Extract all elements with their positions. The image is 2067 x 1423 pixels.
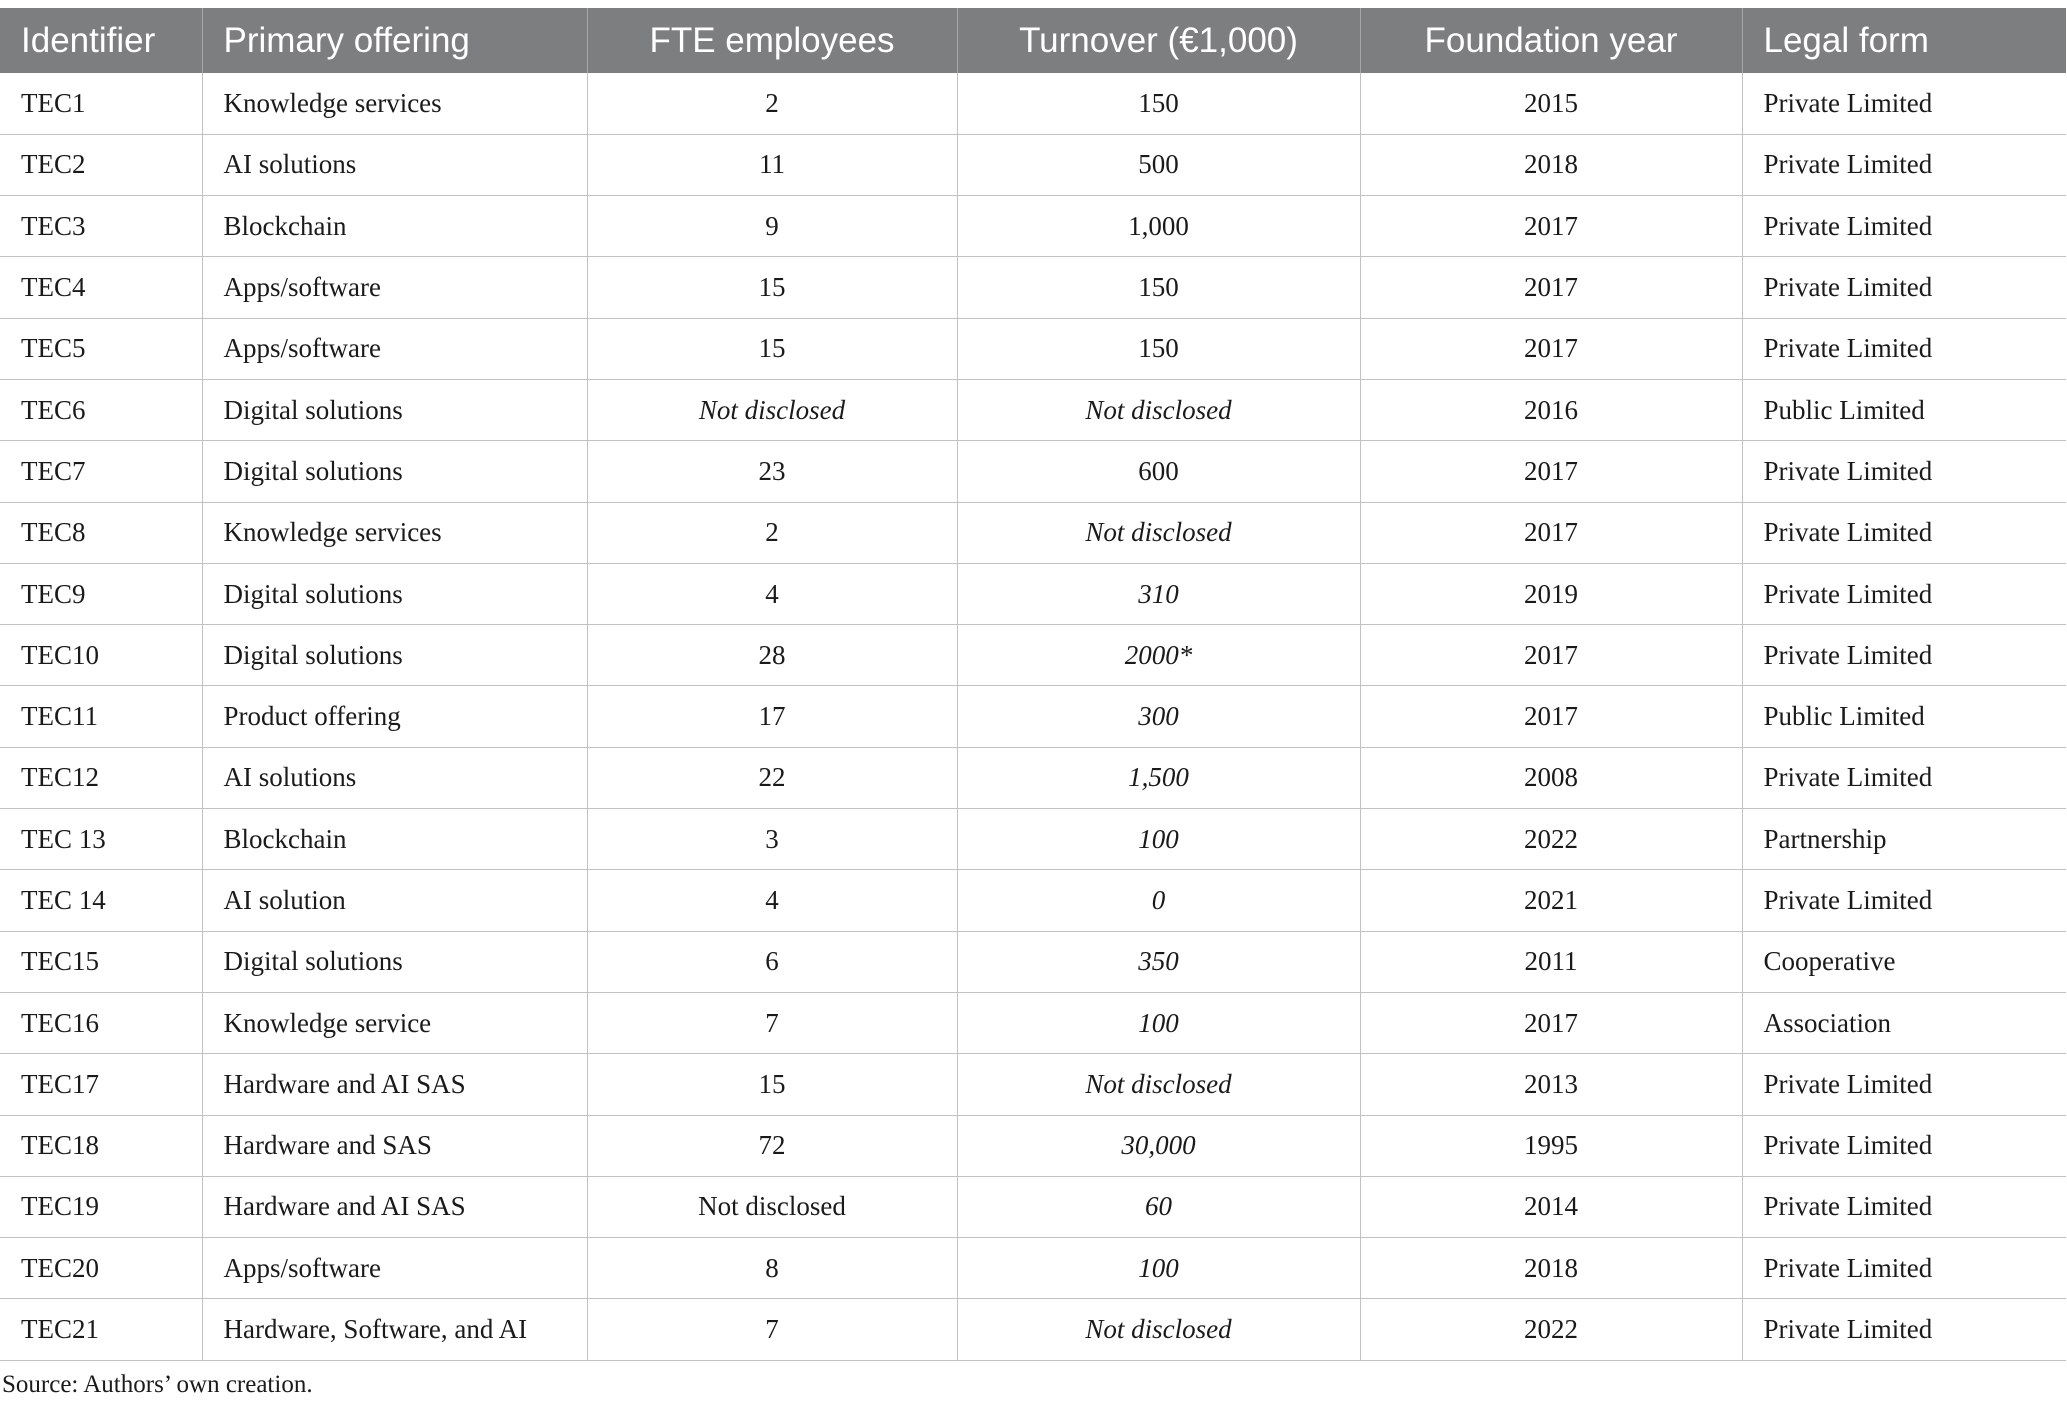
cell-legal-form: Public Limited bbox=[1742, 379, 2066, 440]
cell-primary-offering: Knowledge services bbox=[202, 502, 587, 563]
table-row bbox=[0, 502, 2066, 563]
cell-fte-employees: Not disclosed bbox=[587, 379, 957, 440]
cell-primary-offering: Hardware and AI SAS bbox=[202, 1176, 587, 1237]
cell-foundation-year: 2017 bbox=[1360, 318, 1742, 379]
cell-turnover: Not disclosed bbox=[957, 1299, 1360, 1360]
header-turnover: Turnover (€1,000) bbox=[957, 8, 1360, 73]
cell-turnover: Not disclosed bbox=[957, 502, 1360, 563]
cell-foundation-year: 2015 bbox=[1360, 73, 1742, 134]
cell-fte-employees: 8 bbox=[587, 1238, 957, 1299]
cell-fte-employees: 2 bbox=[587, 502, 957, 563]
cell-identifier: TEC18 bbox=[0, 1115, 202, 1176]
cell-foundation-year: 2016 bbox=[1360, 379, 1742, 440]
cell-fte-employees: 28 bbox=[587, 625, 957, 686]
cell-foundation-year: 2011 bbox=[1360, 931, 1742, 992]
cell-foundation-year: 2017 bbox=[1360, 441, 1742, 502]
table-row bbox=[0, 1238, 2066, 1299]
cell-primary-offering: Product offering bbox=[202, 686, 587, 747]
cell-fte-employees: 15 bbox=[587, 1054, 957, 1115]
cell-identifier: TEC15 bbox=[0, 931, 202, 992]
header-foundation-year: Foundation year bbox=[1360, 8, 1742, 73]
cell-identifier: TEC 13 bbox=[0, 809, 202, 870]
cell-fte-employees: 2 bbox=[587, 73, 957, 134]
cell-turnover: 150 bbox=[957, 73, 1360, 134]
cell-turnover: 100 bbox=[957, 1238, 1360, 1299]
cell-identifier: TEC10 bbox=[0, 625, 202, 686]
table-row bbox=[0, 441, 2066, 502]
cell-foundation-year: 2017 bbox=[1360, 686, 1742, 747]
table-row bbox=[0, 1299, 2066, 1360]
table-row bbox=[0, 563, 2066, 624]
table-row bbox=[0, 134, 2066, 195]
table-row bbox=[0, 809, 2066, 870]
cell-primary-offering: Apps/software bbox=[202, 1238, 587, 1299]
cell-foundation-year: 2019 bbox=[1360, 563, 1742, 624]
cell-foundation-year: 2018 bbox=[1360, 1238, 1742, 1299]
table-row bbox=[0, 73, 2066, 134]
cell-foundation-year: 2018 bbox=[1360, 134, 1742, 195]
cell-legal-form: Private Limited bbox=[1742, 1054, 2066, 1115]
cell-fte-employees: 4 bbox=[587, 870, 957, 931]
cell-foundation-year: 2017 bbox=[1360, 992, 1742, 1053]
cell-primary-offering: AI solution bbox=[202, 870, 587, 931]
cell-legal-form: Private Limited bbox=[1742, 134, 2066, 195]
cell-foundation-year: 2021 bbox=[1360, 870, 1742, 931]
table-row bbox=[0, 625, 2066, 686]
cell-turnover: 600 bbox=[957, 441, 1360, 502]
cell-fte-employees: 4 bbox=[587, 563, 957, 624]
cell-identifier: TEC19 bbox=[0, 1176, 202, 1237]
cell-fte-employees: 15 bbox=[587, 257, 957, 318]
cell-fte-employees: 3 bbox=[587, 809, 957, 870]
cell-turnover: 1,000 bbox=[957, 196, 1360, 257]
cell-primary-offering: Knowledge services bbox=[202, 73, 587, 134]
cell-turnover: 0 bbox=[957, 870, 1360, 931]
cell-turnover: 1,500 bbox=[957, 747, 1360, 808]
table-row bbox=[0, 318, 2066, 379]
cell-legal-form: Private Limited bbox=[1742, 747, 2066, 808]
cell-fte-employees: 11 bbox=[587, 134, 957, 195]
cell-identifier: TEC2 bbox=[0, 134, 202, 195]
cell-legal-form: Public Limited bbox=[1742, 686, 2066, 747]
cell-legal-form: Cooperative bbox=[1742, 931, 2066, 992]
cell-fte-employees: 22 bbox=[587, 747, 957, 808]
cell-primary-offering: AI solutions bbox=[202, 747, 587, 808]
header-identifier: Identifier bbox=[0, 8, 202, 73]
cell-foundation-year: 2022 bbox=[1360, 1299, 1742, 1360]
cell-legal-form: Partnership bbox=[1742, 809, 2066, 870]
cell-primary-offering: AI solutions bbox=[202, 134, 587, 195]
cell-identifier: TEC7 bbox=[0, 441, 202, 502]
company-table bbox=[0, 8, 2066, 1361]
cell-primary-offering: Blockchain bbox=[202, 196, 587, 257]
cell-foundation-year: 2013 bbox=[1360, 1054, 1742, 1115]
cell-turnover: 310 bbox=[957, 563, 1360, 624]
cell-primary-offering: Apps/software bbox=[202, 318, 587, 379]
cell-turnover: 100 bbox=[957, 992, 1360, 1053]
cell-foundation-year: 2017 bbox=[1360, 625, 1742, 686]
cell-turnover: 60 bbox=[957, 1176, 1360, 1237]
table-row bbox=[0, 257, 2066, 318]
table-body bbox=[0, 73, 2066, 1360]
cell-turnover: 30,000 bbox=[957, 1115, 1360, 1176]
cell-legal-form: Private Limited bbox=[1742, 1238, 2066, 1299]
cell-legal-form: Private Limited bbox=[1742, 196, 2066, 257]
cell-identifier: TEC17 bbox=[0, 1054, 202, 1115]
cell-turnover: 150 bbox=[957, 318, 1360, 379]
cell-turnover: 500 bbox=[957, 134, 1360, 195]
cell-legal-form: Private Limited bbox=[1742, 73, 2066, 134]
cell-foundation-year: 2022 bbox=[1360, 809, 1742, 870]
cell-primary-offering: Digital solutions bbox=[202, 931, 587, 992]
cell-identifier: TEC11 bbox=[0, 686, 202, 747]
table-row bbox=[0, 747, 2066, 808]
cell-identifier: TEC5 bbox=[0, 318, 202, 379]
cell-primary-offering: Digital solutions bbox=[202, 379, 587, 440]
cell-identifier: TEC20 bbox=[0, 1238, 202, 1299]
header-fte-employees: FTE employees bbox=[587, 8, 957, 73]
cell-fte-employees: 6 bbox=[587, 931, 957, 992]
cell-legal-form: Private Limited bbox=[1742, 1176, 2066, 1237]
table-row bbox=[0, 1054, 2066, 1115]
cell-identifier: TEC16 bbox=[0, 992, 202, 1053]
cell-identifier: TEC12 bbox=[0, 747, 202, 808]
cell-primary-offering: Digital solutions bbox=[202, 563, 587, 624]
cell-fte-employees: 9 bbox=[587, 196, 957, 257]
cell-legal-form: Private Limited bbox=[1742, 318, 2066, 379]
table-row bbox=[0, 992, 2066, 1053]
cell-legal-form: Private Limited bbox=[1742, 502, 2066, 563]
cell-turnover: 2000* bbox=[957, 625, 1360, 686]
cell-legal-form: Private Limited bbox=[1742, 625, 2066, 686]
cell-fte-employees: Not disclosed bbox=[587, 1176, 957, 1237]
cell-legal-form: Association bbox=[1742, 992, 2066, 1053]
source-note: Source: Authors’ own creation. bbox=[2, 1370, 313, 1398]
cell-foundation-year: 2008 bbox=[1360, 747, 1742, 808]
cell-primary-offering: Hardware, Software, and AI bbox=[202, 1299, 587, 1360]
cell-identifier: TEC21 bbox=[0, 1299, 202, 1360]
cell-turnover: 350 bbox=[957, 931, 1360, 992]
cell-legal-form: Private Limited bbox=[1742, 1115, 2066, 1176]
cell-foundation-year: 2017 bbox=[1360, 257, 1742, 318]
table-row bbox=[0, 1176, 2066, 1237]
cell-legal-form: Private Limited bbox=[1742, 441, 2066, 502]
cell-legal-form: Private Limited bbox=[1742, 563, 2066, 624]
cell-fte-employees: 15 bbox=[587, 318, 957, 379]
table-row bbox=[0, 870, 2066, 931]
cell-foundation-year: 2017 bbox=[1360, 502, 1742, 563]
cell-turnover: 300 bbox=[957, 686, 1360, 747]
cell-legal-form: Private Limited bbox=[1742, 257, 2066, 318]
table-row bbox=[0, 1115, 2066, 1176]
table-row bbox=[0, 196, 2066, 257]
cell-identifier: TEC4 bbox=[0, 257, 202, 318]
table-row bbox=[0, 931, 2066, 992]
cell-identifier: TEC3 bbox=[0, 196, 202, 257]
cell-identifier: TEC1 bbox=[0, 73, 202, 134]
header-legal-form: Legal form bbox=[1742, 8, 2066, 73]
cell-identifier: TEC9 bbox=[0, 563, 202, 624]
cell-primary-offering: Blockchain bbox=[202, 809, 587, 870]
table-row bbox=[0, 379, 2066, 440]
cell-turnover: 100 bbox=[957, 809, 1360, 870]
cell-identifier: TEC6 bbox=[0, 379, 202, 440]
cell-legal-form: Private Limited bbox=[1742, 1299, 2066, 1360]
header-row bbox=[0, 8, 2066, 73]
cell-primary-offering: Digital solutions bbox=[202, 441, 587, 502]
cell-fte-employees: 72 bbox=[587, 1115, 957, 1176]
cell-foundation-year: 2014 bbox=[1360, 1176, 1742, 1237]
cell-legal-form: Private Limited bbox=[1742, 870, 2066, 931]
cell-primary-offering: Knowledge service bbox=[202, 992, 587, 1053]
cell-turnover: 150 bbox=[957, 257, 1360, 318]
cell-turnover: Not disclosed bbox=[957, 1054, 1360, 1115]
cell-turnover: Not disclosed bbox=[957, 379, 1360, 440]
cell-fte-employees: 7 bbox=[587, 992, 957, 1053]
header-primary-offering: Primary offering bbox=[202, 8, 587, 73]
cell-identifier: TEC 14 bbox=[0, 870, 202, 931]
cell-primary-offering: Hardware and AI SAS bbox=[202, 1054, 587, 1115]
cell-foundation-year: 1995 bbox=[1360, 1115, 1742, 1176]
cell-primary-offering: Hardware and SAS bbox=[202, 1115, 587, 1176]
cell-identifier: TEC8 bbox=[0, 502, 202, 563]
cell-primary-offering: Digital solutions bbox=[202, 625, 587, 686]
cell-foundation-year: 2017 bbox=[1360, 196, 1742, 257]
cell-fte-employees: 7 bbox=[587, 1299, 957, 1360]
cell-fte-employees: 23 bbox=[587, 441, 957, 502]
cell-primary-offering: Apps/software bbox=[202, 257, 587, 318]
table-row bbox=[0, 686, 2066, 747]
cell-fte-employees: 17 bbox=[587, 686, 957, 747]
